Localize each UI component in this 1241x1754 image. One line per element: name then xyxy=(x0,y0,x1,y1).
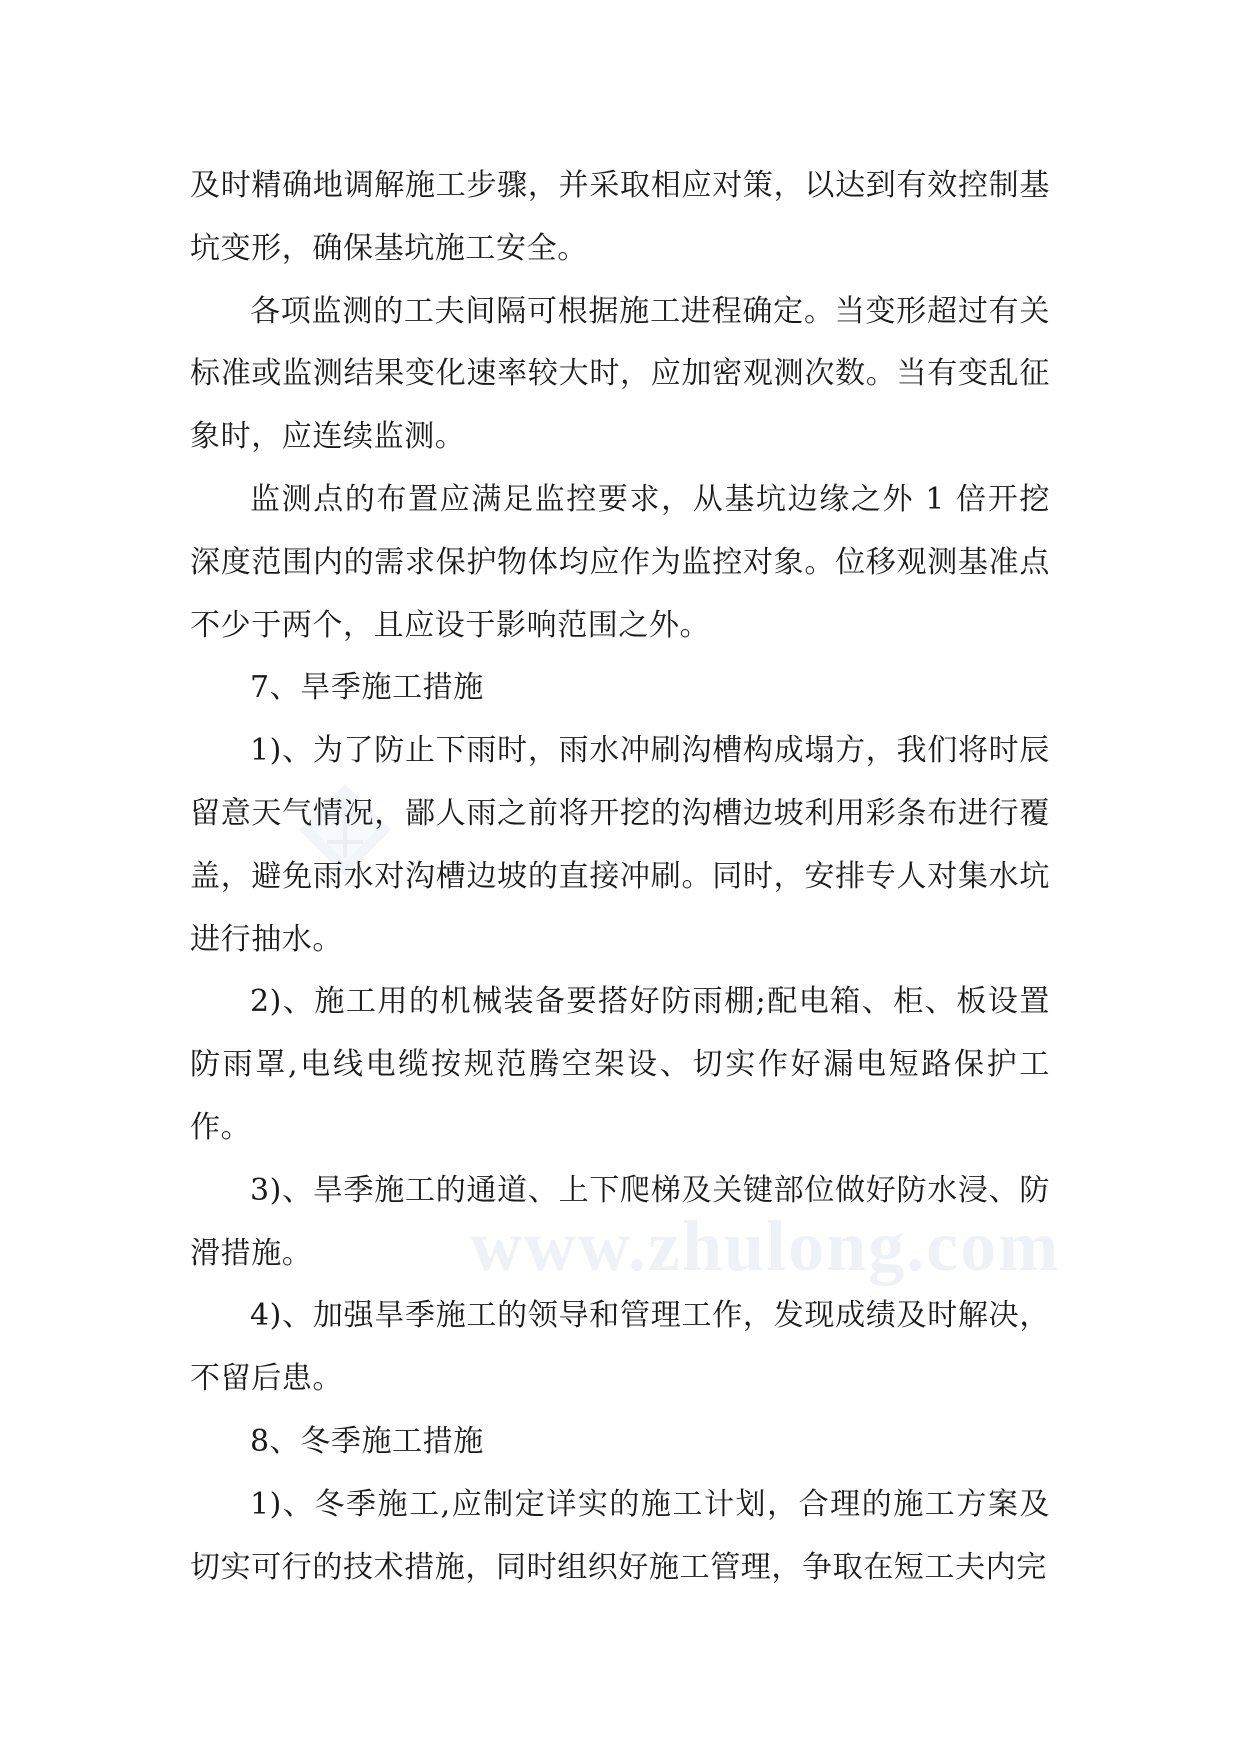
section-heading: 8、冬季施工措施 xyxy=(250,1423,484,1459)
paragraph: 1)、冬季施工,应制定详实的施工计划，合理的施工方案及切实可行的技术措施，同时组织好施工管理，争取在短工夫内完 xyxy=(190,1486,1050,1585)
watermark-text: www.zhulong.com xyxy=(470,1206,1061,1286)
document-body xyxy=(190,155,1050,1599)
paragraph: 及时精确地调解施工步骤，并采取相应对策，以达到有效控制基坑变形，确保基坑施工安全。 xyxy=(190,168,1050,266)
paragraph: 4)、加强旱季施工的领导和管理工作，发现成绩及时解决，不留后患。 xyxy=(190,1298,1050,1397)
paragraph: 各项监测的工夫间隔可根据施工进程确定。当变形超过有关标准或监测结果变化速率较大时，应加密观测次数。当有变乱征象时，应连续监测。 xyxy=(190,293,1050,455)
paragraph: 2)、施工用的机械装备要搭好防雨棚;配电箱、柜、板设置防雨罩,电线电缆按规范腾空架设、切实作好漏电短路保护工作。 xyxy=(190,984,1050,1145)
paragraph: 监测点的布置应满足监控要求，从基坑边缘之外 1 倍开挖深度范围内的需求保护物体均应作为监控对象。位移观测基准点不少于两个，且应设于影响范围之外。 xyxy=(190,481,1050,643)
section-heading: 7、旱季施工措施 xyxy=(250,670,484,706)
paragraph: 3)、旱季施工的通道、上下爬梯及关键部位做好防水浸、防滑措施。 xyxy=(190,1172,1050,1271)
paragraph: 1)、为了防止下雨时，雨水冲刷沟槽构成塌方，我们将时辰留意天气情况，鄙人雨之前将开挖的沟槽边坡利用彩条布进行覆盖，避免雨水对沟槽边坡的直接冲刷。同时，安排专人对集水坑进行抽水。 xyxy=(190,733,1050,957)
